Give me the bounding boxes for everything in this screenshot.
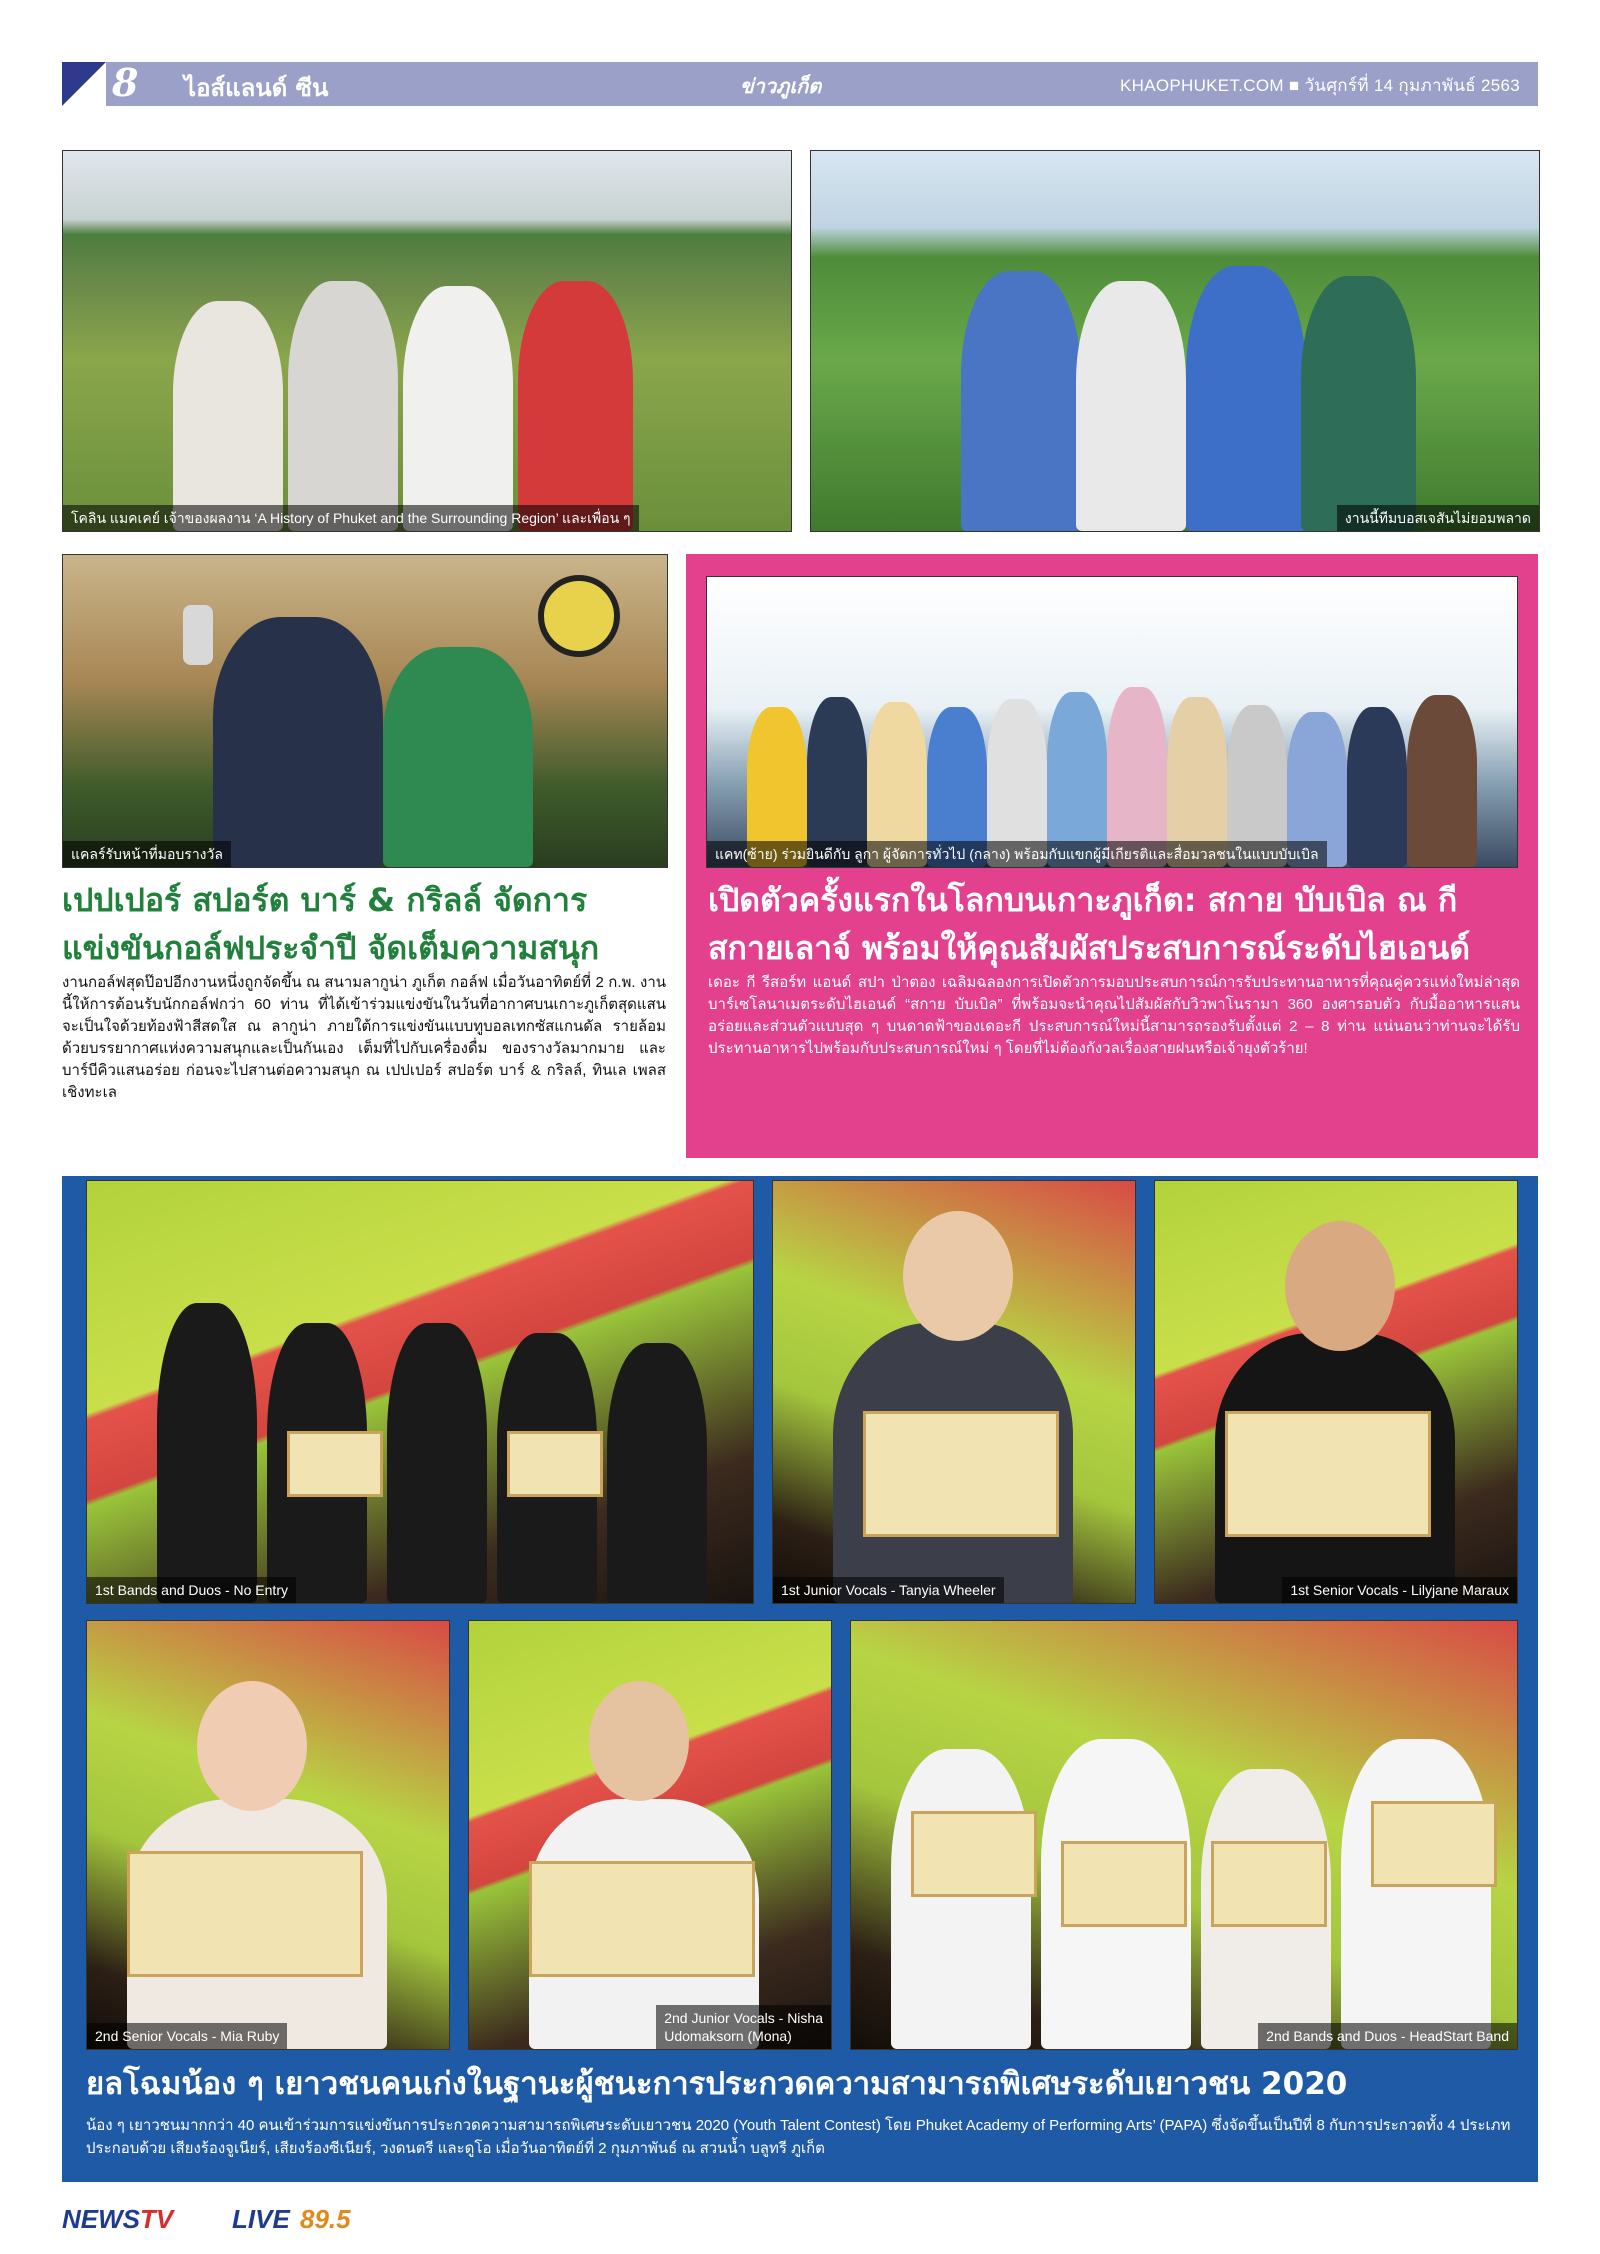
golfer-figure [1186,266,1306,531]
wall-clock-icon [538,575,620,657]
golfer-figure [1301,276,1416,531]
certificate [529,1861,755,1977]
golf-headline: เปปเปอร์ สปอร์ต บาร์ & กริลล์ จัดการแข่งขันกอล์ฟประจำปี จัดเต็มความสนุก [62,881,600,967]
face [1285,1221,1395,1351]
masthead-brand: ข่าวภูเก็ต [740,74,822,98]
caption-line: 2nd Junior Vocals - Nisha [664,2010,823,2026]
performer-figure [1341,1739,1491,2049]
performer-figure [607,1343,707,1603]
photo-caption: 2nd Bands and Duos - HeadStart Band [1258,2023,1517,2049]
certificate [507,1431,603,1497]
corner-logo-icon [62,62,106,106]
footer-news-logo: NEWS [62,2204,140,2234]
photo-caption: 1st Senior Vocals - Lilyjane Maraux [1282,1577,1517,1603]
photo-caption: 1st Bands and Duos - No Entry [87,1577,296,1603]
certificate [1211,1841,1327,1927]
golfer-figure [173,301,283,531]
golfer-figure [1076,281,1186,531]
site-and-date: KHAOPHUKET.COM ■ วันศุกร์ที่ 14 กุมภาพันธ์ 2563 [1120,76,1520,95]
photo-mia-ruby [86,1620,450,2050]
golf-photo-colin [62,150,792,532]
photo-caption: แคลร์รับหน้าที่มอบรางวัล [63,841,231,867]
golf-body-text: งานกอล์ฟสุดป๊อปอีกงานหนึ่งถูกจัดขึ้น ณ สนามลากูน่า ภูเก็ต กอล์ฟ เมื่อวันอาทิตย์ที่ 2 ก.พ. งานนี้ให้การต้อนรับนักกอล์ฟกว่า 60 ท่าน ที่ได้เข้าร่วมแข่งขันในวันที่อากาศบนเกาะภูเก็ตสุดแสนจะเป็นใจด้วยท้องฟ้าสีสดใส ณ ลากูน่า ภายใต้การแข่งขันแบบทูบอลเทกซัสแกนดัล รายล้อมด้วยบรรยากาศแห่งความสนุกและเป็นกันเอง เต็มที่ไปกับเครื่องดื่ม ของรางวัลมากมาย และบาร์บีคิวแสนอร่อย ก่อนจะไปสานต่อความสนุก ณ เปปเปอร์ สปอร์ต บาร์ & กริลล์, ทินเล เพลส เชิงทะเล [62,974,666,1101]
certificate [863,1411,1059,1537]
golf-photo-jason-team [810,150,1540,532]
trophy-photo [62,554,668,868]
photo-headstart-band [850,1620,1518,2050]
certificate [911,1811,1037,1897]
face [197,1681,307,1811]
sky-bubble-headline: เปิดตัวครั้งแรกในโลกบนเกาะภูเก็ต: สกาย บับเบิล ณ กี สกายเลาจ์ พร้อมให้คุณสัมผัสประสบการณ์ระดับไฮเอนด์ [708,881,1470,967]
youth-talent-body-text: น้อง ๆ เยาวชนมากกว่า 40 คนเข้าร่วมการแข่งขันการประกวดความสามารถพิเศษระดับเยาวชน 2020 (Youth Talent Contest) โดย Phuket Academy of Performing Arts’ (PAPA) ซึ่งจัดขึ้นเป็นปีที่ 8 กับการประกวดทั้ง 4 ประเภทประกอบด้วย เสียงร้องจูเนียร์, เสียงร้องซีเนียร์, วงดนตรี และดูโอ เมื่อวันอาทิตย์ที่ 2 กุมภาพันธ์ ณ สวนน้ำ บลูทรี ภูเก็ต [86,2117,1511,2157]
sky-bubble-body-text: เดอะ กี รีสอร์ท แอนด์ สปา ป่าตอง เฉลิมฉลองการเปิดตัวการมอบประสบการณ์การรับประทานอาหารที่คุณคู่ควรแห่งใหม่ล่าสุด บาร์เซโลนาเมตระดับไฮเอนด์ “สกาย บับเบิล” ที่พร้อมจะนำคุณไปสัมผัสกับวิวพาโนรามา 360 องศารอบตัว กับมื้ออาหารแสนอร่อยและส่วนตัวแบบสุด ๆ บนดาดฟ้าของเดอะกี ประสบการณ์ใหม่นี้สามารถรองรับตั้งแต่ 2 – 8 ท่าน แน่นอนว่าท่านจะได้รับประทานอาหารไปพร้อมกับประสบการณ์ใหม่ ๆ โดยที่ไม่ต้องกังวลเรื่องสายฝนหรือเจ้ายุงตัวร้าย! [708,974,1520,1057]
footer-tv-logo: TV [140,2204,174,2234]
photo-caption: 2nd Senior Vocals - Mia Ruby [87,2023,287,2049]
photo-tanyia-wheeler [772,1180,1136,1604]
photo-caption: 1st Junior Vocals - Tanyia Wheeler [773,1577,1004,1603]
golfer-figure [518,281,633,531]
footer-live-logo: LIVE [232,2204,290,2234]
photo-caption [656,2005,831,2049]
sky-bubble-group-photo [706,576,1518,868]
youth-talent-headline: ยลโฉมน้อง ๆ เยาวชนคนเก่งในฐานะผู้ชนะการประกวดความสามารถพิเศษระดับเยาวชน 2020 [86,2066,1348,2102]
certificate [1371,1801,1497,1887]
face [903,1211,1013,1341]
golfer-figure [961,271,1081,531]
footer-radio-frequency: 89.5 [300,2204,351,2234]
guest-figure [1407,695,1477,867]
photo-caption: โคลิน แมคเคย์ เจ้าของผลงาน ‘A History of Phuket and the Surrounding Region’ และเพื่อน ๆ [63,505,639,531]
photo-lilyjane-maraux [1154,1180,1518,1604]
certificate [1225,1411,1431,1537]
guest-figure [1347,707,1407,867]
photo-nisha-udomaksorn [468,1620,832,2050]
performer-figure [157,1303,257,1603]
golfer-figure [403,286,513,531]
woman-figure [383,647,533,867]
trophy-icon [183,605,213,665]
certificate [287,1431,383,1497]
performer-figure [387,1323,487,1603]
man-figure [213,617,383,867]
face [589,1681,689,1801]
certificate [1061,1841,1187,1927]
golfer-figure [288,281,398,531]
photo-no-entry-band [86,1180,754,1604]
page-number: 8 [112,60,139,105]
photo-caption: งานนี้ทีมบอสเจสันไม่ยอมพลาด [1337,505,1539,531]
performer-figure [891,1749,1031,2049]
caption-line: Udomaksorn (Mona) [664,2028,792,2044]
certificate [127,1851,363,1977]
section-title: ไอส์แลนด์ ซีน [184,74,329,102]
photo-caption: แคท(ซ้าย) ร่วมยินดีกับ ลูกา ผู้จัดการทั่วไป (กลาง) พร้อมกับแขกผู้มีเกียรติและสื่อมวลชนในแบบบับเบิล [707,841,1327,867]
guest-figure [1107,687,1167,867]
